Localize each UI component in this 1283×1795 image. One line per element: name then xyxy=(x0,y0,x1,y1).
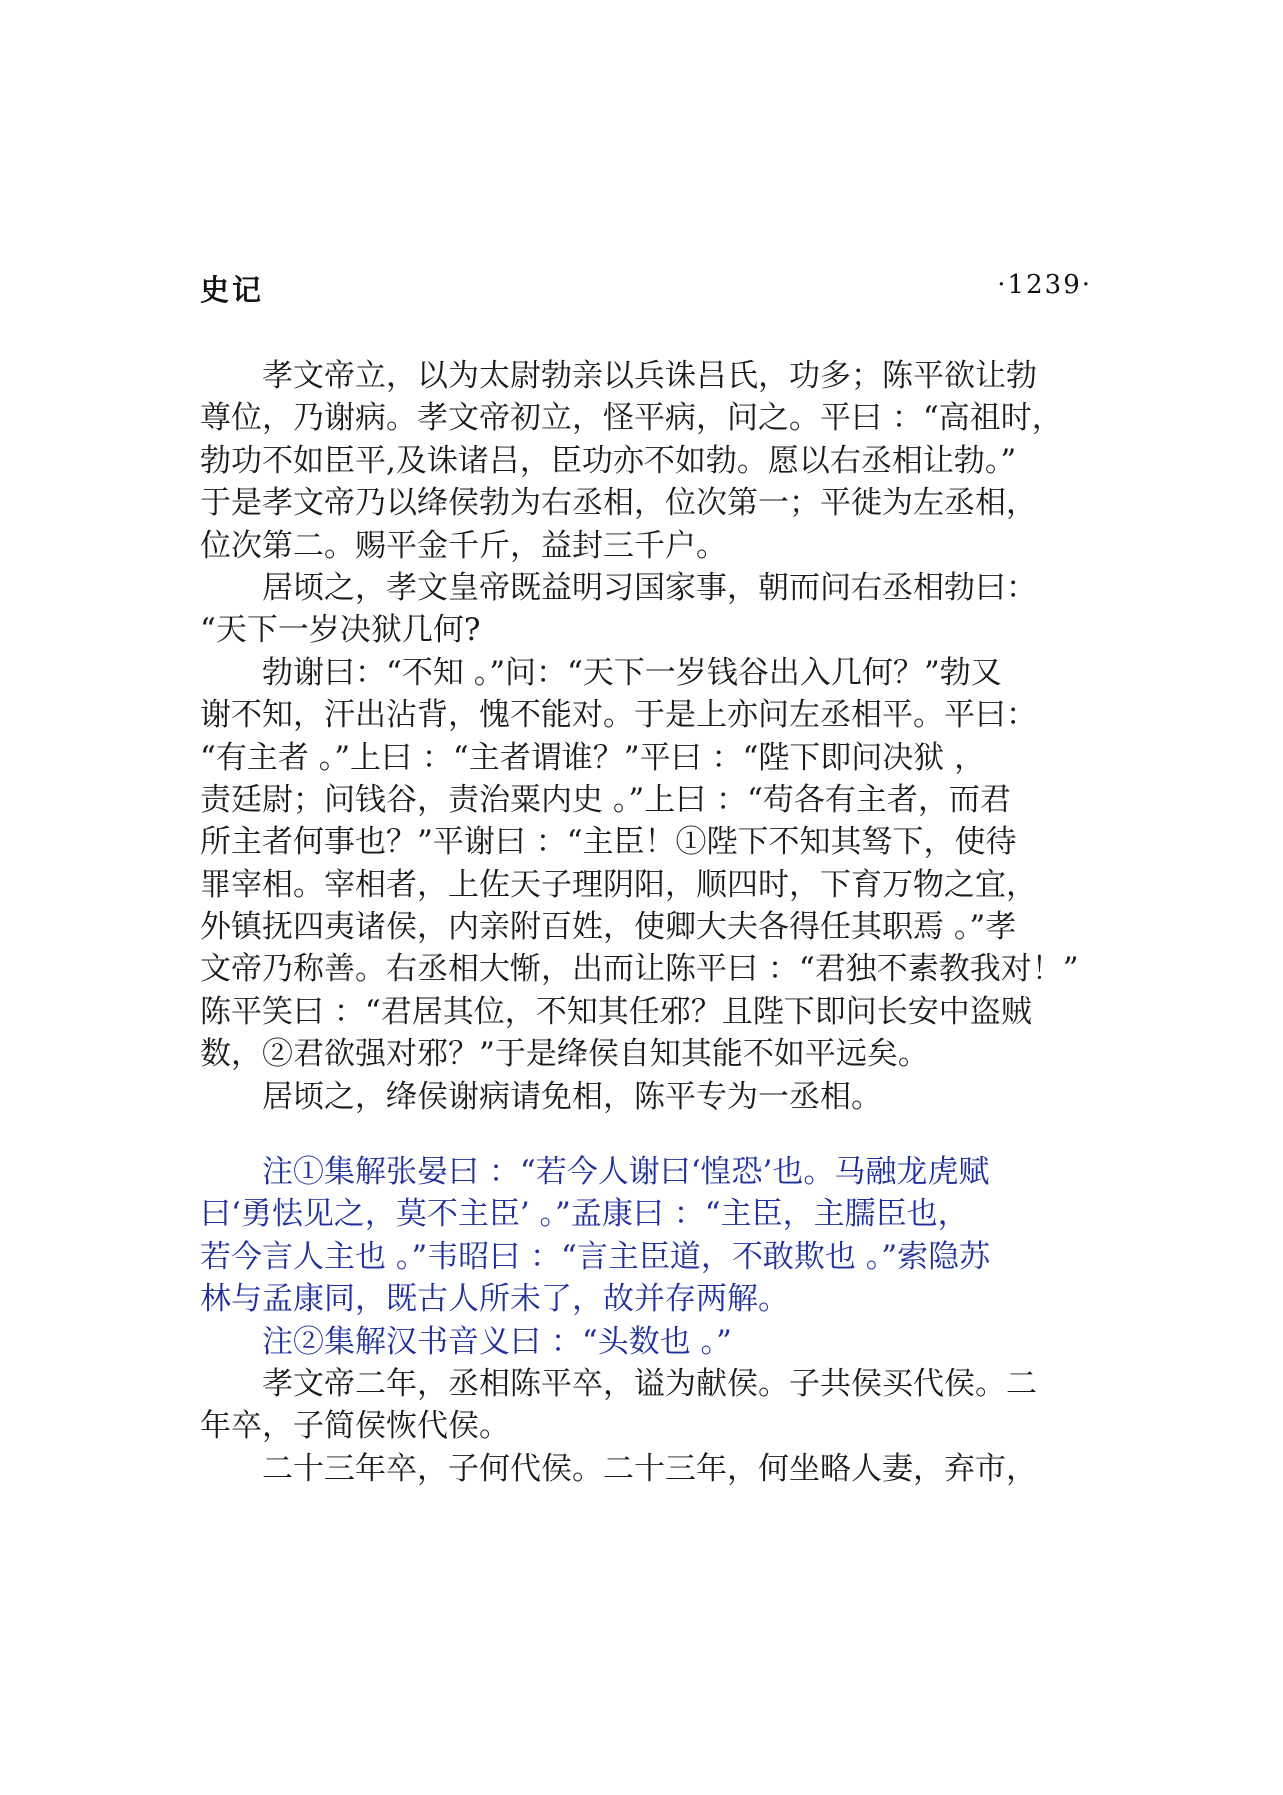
text-line: 居顷之，绛侯谢病请免相，陈平专为一丞相。 xyxy=(200,1078,882,1115)
page-number: ·1239· xyxy=(997,270,1092,300)
text-line: 所主者何事也？”平谢曰 ：“主臣！①陛下不知其驽下，使待 xyxy=(200,824,1017,861)
text-line: 居顷之，孝文皇帝既益明习国家事，朝而问右丞相勃曰： xyxy=(200,569,1037,606)
annotation-line: 注②集解汉书音义曰 ：“头数也 。” xyxy=(200,1323,732,1360)
text-line: 陈平笑曰 ：“君居其位，不知其任邪？且陛下即问长安中盗贼 xyxy=(200,993,1032,1030)
text-line: “天下一岁决狱几何? xyxy=(200,612,481,649)
text-line: 罪宰相。宰相者，上佐天子理阴阳，顺四时，下育万物之宜， xyxy=(200,866,1037,903)
section-gap xyxy=(200,1118,1095,1151)
text-line: “有主者 。”上曰 ：“主者谓谁？”平曰 ：“陛下即问决狱 ， xyxy=(200,739,986,776)
page-header xyxy=(200,268,1092,308)
closing-text xyxy=(200,1363,1095,1490)
annotation-line: 若今言人主也 。”韦昭曰 ：“言主臣道，不敢欺也 。”索隐苏 xyxy=(200,1238,991,1275)
text-line: 勃谢曰：“不知 。”问：“天下一岁钱谷出入几何？”勃又 xyxy=(200,654,1002,691)
page-body xyxy=(200,355,1095,1490)
book-title: 史记 xyxy=(200,273,265,307)
text-line: 孝文帝二年，丞相陈平卒，谥为献侯。子共侯买代侯。二 xyxy=(200,1365,1037,1402)
text-line: 文帝乃称善。右丞相大惭，出而让陈平曰 ：“君独不素教我对！” xyxy=(200,951,1079,988)
text-line: 年卒，子简侯恢代侯。 xyxy=(200,1408,510,1445)
main-text xyxy=(200,355,1095,1118)
text-line: 二十三年卒，子何代侯。二十三年，何坐略人妻，弃市， xyxy=(200,1450,1037,1487)
text-line: 谢不知，汗出沾背，愧不能对。于是上亦问左丞相平。平曰： xyxy=(200,697,1037,734)
annotation-line: 曰‘勇怯见之，莫不主臣’ 。”孟康曰 ：“主臣，主臑臣也， xyxy=(200,1196,969,1233)
text-line: 责廷尉；问钱谷，责治粟内史 。”上曰 ：“苟各有主者，而君 xyxy=(200,781,1011,818)
text-line: 勃功不如臣平,及诛诸吕，臣功亦不如勃。愿以右丞相让勃。” xyxy=(200,442,1017,479)
text-line: 位次第二。赐平金千斤，益封三千户。 xyxy=(200,527,727,564)
text-line: 外镇抚四夷诸侯，内亲附百姓，使卿大夫各得任其职焉 。”孝 xyxy=(200,909,1017,946)
text-line: 数，②君欲强对邪？”于是绛侯自知其能不如平远矣。 xyxy=(200,1036,929,1073)
text-line: 于是孝文帝乃以绛侯勃为右丞相，位次第一；平徙为左丞相， xyxy=(200,485,1037,522)
annotation-line: 林与孟康同，既古人所未了，故并存两解。 xyxy=(200,1281,789,1318)
annotation-line: 注①集解张晏曰 ：“若今人谢曰‘惶恐’也。马融龙虎赋 xyxy=(200,1154,990,1191)
text-line: 孝文帝立，以为太尉勃亲以兵诛吕氏，功多；陈平欲让勃 xyxy=(200,358,1037,394)
annotations xyxy=(200,1151,1095,1363)
text-line: 尊位，乃谢病。孝文帝初立，怪平病，问之。平曰 ：“高祖时， xyxy=(200,400,1063,437)
